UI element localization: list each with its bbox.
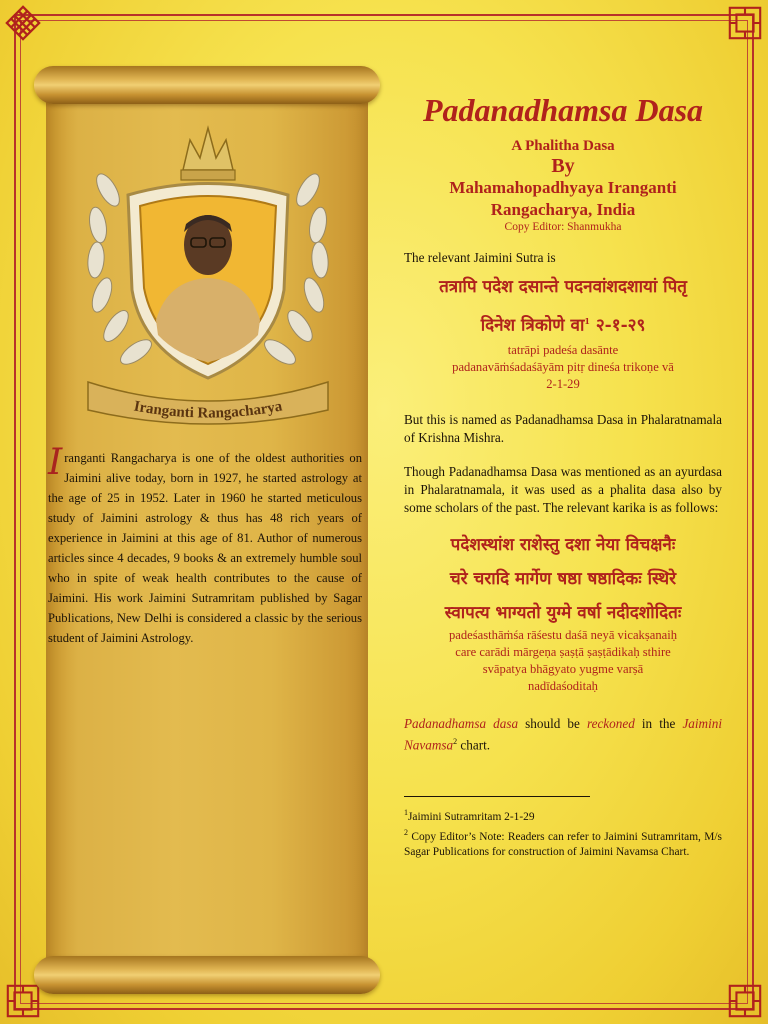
paragraph-2: Though Padanadhamsa Dasa was mentioned as an ayurdasa in Phalaratnamala, it was used as a phalita dasa also by some scholars of the past. The relevant karika is as follows: xyxy=(404,463,722,515)
karika-line-2: चरे चरादि मार्गेण षष्ठा षष्ठादिकः स्थिरे xyxy=(449,568,677,589)
closing-paragraph: Padanadhamsa dasa should be reckoned in the Jaimini Navamsa$^2$ chart. xyxy=(404,715,722,753)
footnote-rule xyxy=(404,796,590,797)
karika-translit-3: svāpatya bhāgyato yugme varṣā xyxy=(482,661,644,676)
sutra-translit-2: padanavāṁśadaśāyām pitṛ dineśa trikoṇe vā xyxy=(452,359,674,374)
portrait-banner-text: Iranganti Rangacharya xyxy=(132,398,284,422)
portrait-emblem xyxy=(78,120,338,430)
karika-translit-1: padeśasthāṁśa rāśestu daśā neyā vicakṣanaiḥ xyxy=(449,627,677,642)
sutra-translit-1: tatrāpi padeśa dasānte xyxy=(507,342,619,357)
footnote-2: $^2$ Copy Editor’s Note: Readers can refer to Jaimini Sutramritam, M/s Sagar Publications for construction of Jaimini Navamsa Chart. xyxy=(404,827,722,858)
intro-text: The relevant Jaimini Sutra is xyxy=(404,250,556,265)
footnote-1: $^1$Jaimini Sutramritam 2-1-29 xyxy=(404,808,535,823)
scroll-bottom-roll xyxy=(34,956,380,994)
author-name: Mahamahopadhyaya Iranganti Rangacharya, India xyxy=(449,178,677,219)
paragraph-1: But this is named as Padanadhamsa Dasa in Phalaratnamala of Krishna Mishra. xyxy=(404,411,722,445)
sutra-translit-3: 2-1-29 xyxy=(546,376,580,391)
article-column xyxy=(404,90,722,860)
sutra-line-1: तत्रापि पदेश दसान्ते पदनवांशदशायां पितृ xyxy=(439,277,687,297)
biography-text: ranganti Rangacharya is one of the oldest authorities on Jaimini alive today, born in 1927, he started astrology at the age of 25 in 1952. Later in 1960 he started meticulous study of Jaimini astrology & thus has 48 rich years of experience in Jaimini at this age of 81. Author of numerous articles since 4 decades, 9 books & an extremely humble soul who in spite of weak health contributes to the cause of Jaimini. His work Jaimini Sutramritam published by Sagar Publications, New Delhi is considered a classic by the serious student of Jaimini Astrology. xyxy=(48,451,362,645)
karika-line-1: पदेशस्थांश राशेस्तु दशा नेया विचक्षनैः xyxy=(450,534,676,555)
endless-knot-icon xyxy=(4,4,42,42)
sutra-line-2: दिनेश त्रिकोणे वा$^1$ २-१-२९ xyxy=(480,315,646,336)
scroll-top-roll xyxy=(34,66,380,104)
crown-icon xyxy=(181,128,235,180)
drop-cap: I xyxy=(48,442,63,483)
copy-editor: Copy Editor: Shanmukha xyxy=(504,221,622,233)
name-banner xyxy=(88,382,328,424)
page-title: Padanadhamsa Dasa xyxy=(422,92,704,128)
corner-ornament-icon xyxy=(726,982,764,1020)
karika-line-3: स्वापत्य भाग्यतो युग्मे वर्षा नदीदशोदितः xyxy=(444,602,682,623)
biography xyxy=(48,442,362,648)
karika-translit-4: nadīdaśoditaḥ xyxy=(528,678,598,693)
corner-ornament-icon xyxy=(726,4,764,42)
byline-by: By xyxy=(551,155,575,177)
karika-translit-2: care carādi mārgeṇa ṣaṣṭā ṣaṣṭādikaḥ sthire xyxy=(455,644,671,659)
subtitle: A Phalitha Dasa xyxy=(511,138,615,154)
